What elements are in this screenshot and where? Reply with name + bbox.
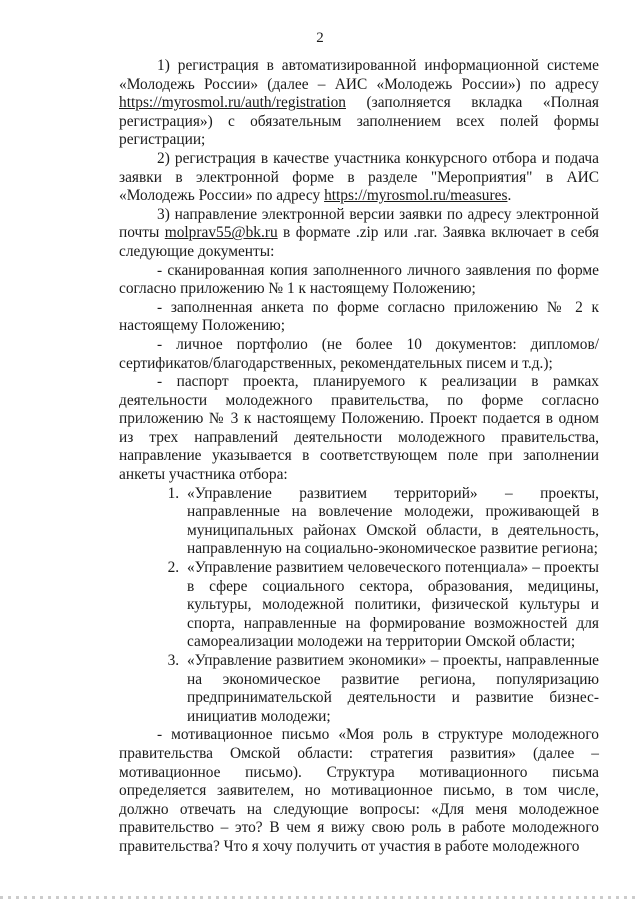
- document-item-project-passport: - паспорт проекта, планируемого к реализации в рамках деятельности молодежного правительства, по форме согласно приложению № 3 к настоящему Положению. Проект подается в одном из трех направлений деятельности молодежного правительства, направление указывается в соответствующем поле при заполнении анкеты участника отбора:: [119, 373, 599, 484]
- document-item-motivation-letter: - мотивационное письмо «Моя роль в структуре молодежного правительства Омской области: стратегия развития» (далее – мотивационное письмо). Структура мотивационного письма определяется заявителем, но мотивационное письмо, в том числе, должно отвечать на следующие вопросы: «Для меня молодежное правительство – это? В чем я вижу свою роль в работе молодежного правительства? Что я хочу получить от участия в работе молодежного: [119, 726, 599, 855]
- paragraph-text: 2) регистрация в качестве участника конкурсного отбора и подача заявки в электронной форме в разделе "Мероприятия" в АИС «Молодежь России» по адресу: [119, 149, 599, 205]
- page-number: 2: [316, 30, 324, 46]
- directions-list: [119, 485, 599, 727]
- direction-item-economy: 3. «Управление развитием экономики» – проекты, направленные на экономическое развитие региона, популяризацию предпринимательской деятельности и развитие бизнес-инициатив молодежи;: [183, 652, 599, 726]
- paragraph-registration-ais: [119, 57, 599, 150]
- paragraph-email-submission: [119, 206, 599, 262]
- email-link[interactable]: molprav55@bk.ru: [164, 224, 278, 242]
- direction-item-human-potential: 2. «Управление развитием человеческого потенциала» – проекты в сфере социального сектора, образования, медицины, культуры, молодежной политики, физической культуры и спорта, направленные на формирование возможностей для самореализации молодежи на территории Омской области;: [183, 559, 599, 652]
- registration-link[interactable]: https://myrosmol.ru/auth/registration: [119, 94, 346, 112]
- measures-link[interactable]: https://myrosmol.ru/measures: [324, 187, 508, 205]
- paragraph-text: в формате .zip или .rar. Заявка включает в себя следующие документы:: [119, 224, 599, 260]
- paragraph-text: 1) регистрация в автоматизированной информационной системе «Молодежь России» (далее – АИС «Молодежь России») по адресу: [119, 57, 599, 93]
- document-item-portfolio: - личное портфолио (не более 10 документов: дипломов/сертификатов/благодарственных, рекомендательных писем и т.д.);: [119, 335, 599, 372]
- document-item-questionnaire: - заполненная анкета по форме согласно приложению № 2 к настоящему Положению;: [119, 298, 599, 335]
- paragraph-registration-contest: [119, 150, 599, 206]
- paragraph-text: 3) направление электронной версии заявки по адресу электронной почты: [119, 205, 599, 242]
- scan-edge-line: [0, 896, 640, 899]
- direction-item-territories: 1. «Управление развитием территорий» – проекты, направленные на вовлечение молодежи, проживающей в муниципальных районах Омской области, в деятельность, направленную на социально-экономическое развитие региона;: [183, 485, 599, 559]
- paragraph-text: .: [507, 187, 512, 205]
- paragraph-text: (заполняется вкладка «Полная регистрация») с обязательным заполнением всех полей формы регистрации;: [119, 94, 599, 149]
- document-item-application: - сканированная копия заполненного личного заявления по форме согласно приложению № 1 к настоящему Положению;: [119, 261, 599, 298]
- document-body: [119, 57, 599, 857]
